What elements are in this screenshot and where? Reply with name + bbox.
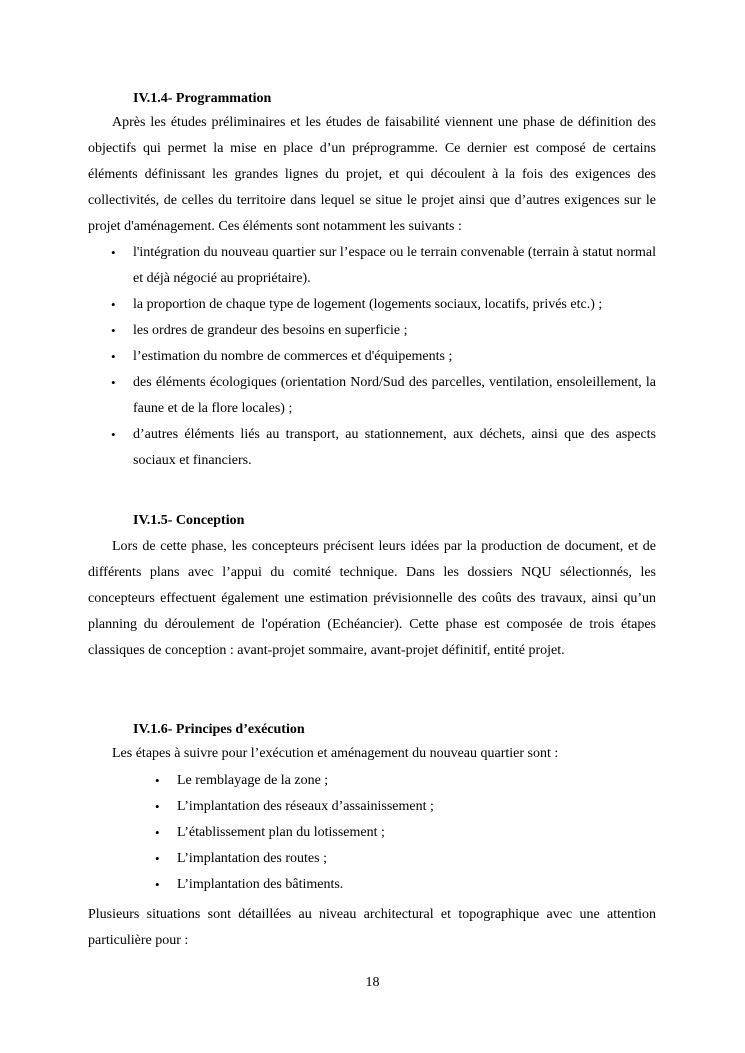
list-item: • Le remblayage de la zone ;: [177, 768, 656, 794]
paragraph-execution-intro: Les étapes à suivre pour l’exécution et aménagement du nouveau quartier sont :: [112, 746, 559, 761]
paragraph-conception: Lors de cette phase, les concepteurs précisent leurs idées par la production de document, et de différents plans avec l’appui du comité technique. Dans les dossiers NQU sélectionnés, les concepteurs effectuent également une estimation prévisionnelle des coûts des travaux, ainsi qu’un planning du déroulement de l'opération (Echéancier). Cette phase est composée de trois étapes classiques de conception : avant-projet sommaire, avant-projet définitif, entité projet.: [88, 539, 656, 658]
programmation-list: [111, 240, 656, 474]
bullet-icon: •: [155, 877, 160, 892]
bullet-icon: •: [155, 825, 160, 840]
list-item: • l'intégration du nouveau quartier sur l’espace ou le terrain convenable (terrain à statut normal et déjà négocié au propriétaire).: [133, 240, 656, 292]
bullet-icon: •: [155, 799, 160, 814]
list-item: • l’estimation du nombre de commerces et d'équipements ;: [133, 344, 656, 370]
list-item: • d’autres éléments liés au transport, au stationnement, aux déchets, ainsi que des aspects sociaux et financiers.: [133, 422, 656, 474]
list-item: • L’implantation des réseaux d’assainissement ;: [177, 794, 656, 820]
page-number: 18: [365, 975, 380, 990]
bullet-icon: •: [111, 427, 116, 442]
paragraph-closing: Plusieurs situations sont détaillées au niveau architectural et topographique avec une attention particulière pour :: [88, 907, 656, 948]
section-heading-programmation: IV.1.4- Programmation: [133, 91, 272, 106]
section-heading-conception: IV.1.5- Conception: [133, 513, 245, 528]
list-item: • L’établissement plan du lotissement ;: [177, 820, 656, 846]
bullet-icon: •: [111, 349, 116, 364]
section-heading-principes-execution: IV.1.6- Principes d’exécution: [133, 722, 305, 737]
list-item: • des éléments écologiques (orientation Nord/Sud des parcelles, ventilation, ensoleillement, la faune et de la flore locales) ;: [133, 370, 656, 422]
list-item: • la proportion de chaque type de logement (logements sociaux, locatifs, privés etc.) ;: [133, 292, 656, 318]
list-item: • L’implantation des routes ;: [177, 846, 656, 872]
bullet-icon: •: [155, 773, 160, 788]
bullet-icon: •: [155, 851, 160, 866]
bullet-icon: •: [111, 297, 116, 312]
bullet-icon: •: [111, 375, 116, 390]
paragraph-programmation: Après les études préliminaires et les études de faisabilité viennent une phase de définition des objectifs qui permet la mise en place d’un préprogramme. Ce dernier est composé de certains éléments définissant les grandes lignes du projet, et qui découlent à la fois des exigences des collectivités, de celles du territoire dans lequel se situe le projet ainsi que d’autres exigences sur le projet d'aménagement. Ces éléments sont notamment les suivants :: [88, 115, 656, 234]
bullet-icon: •: [111, 245, 116, 260]
bullet-icon: •: [111, 323, 116, 338]
execution-steps-list: [155, 768, 656, 898]
list-item: • les ordres de grandeur des besoins en superficie ;: [133, 318, 656, 344]
list-item: • L’implantation des bâtiments.: [177, 872, 656, 898]
